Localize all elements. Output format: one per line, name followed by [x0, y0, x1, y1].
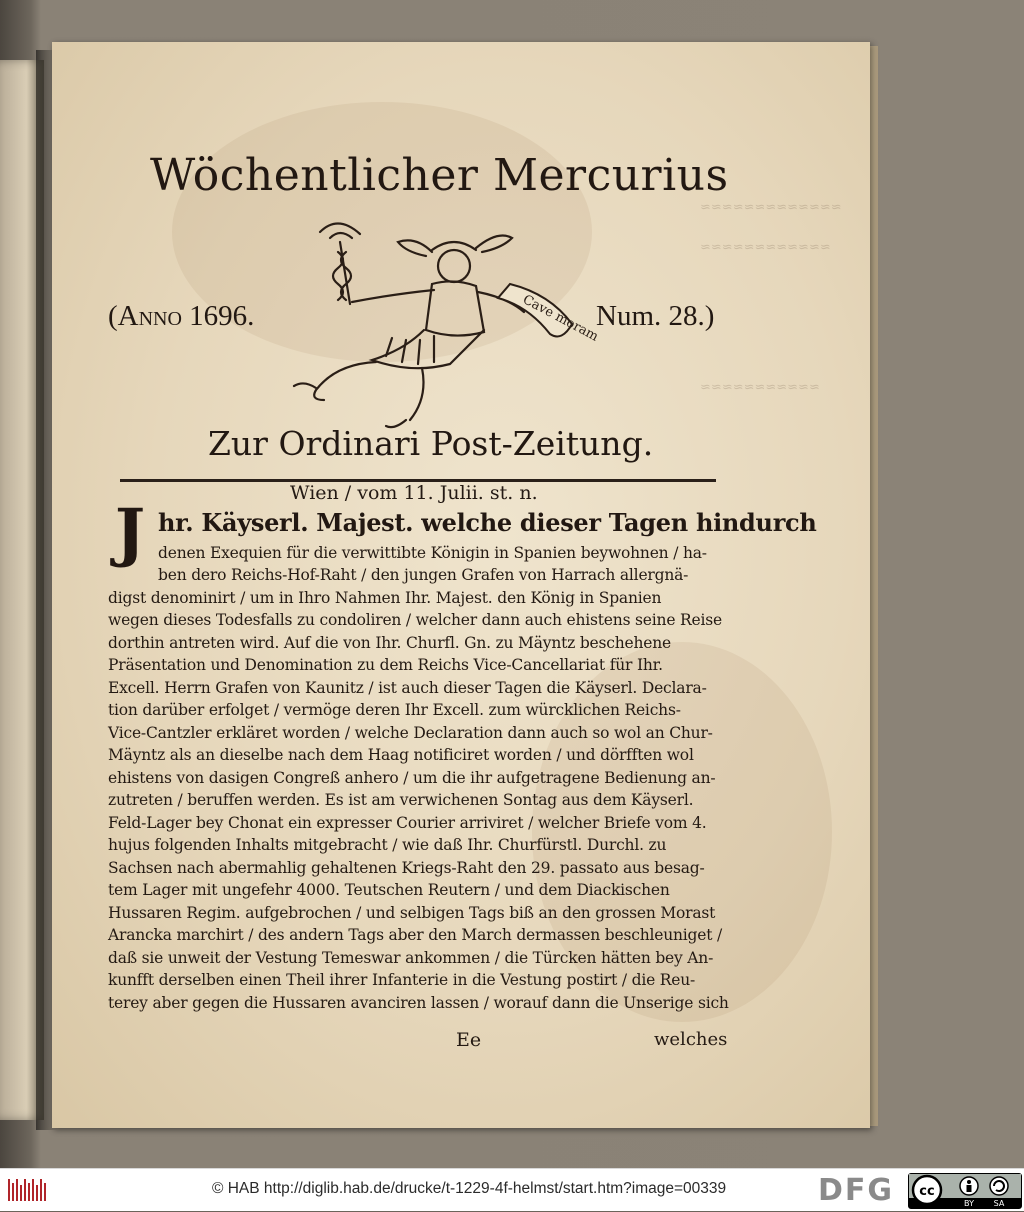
article-line: Mäyntz als an dieselbe nach dem Haag notificiret worden / und dörfften wol — [108, 746, 694, 764]
article-line: kunfft derselben einen Theil ihrer Infanterie in die Vestung postirt / die Reu- — [108, 971, 696, 989]
article-line: ehistens von dasigen Congreß anhero / um die ihr aufgetragene Bedienung an- — [108, 769, 716, 787]
article-line: Arancka marchirt / des andern Tags aber den March dermassen beschleuniget / — [108, 926, 723, 944]
article-line: denen Exequien für die verwittibte Königin in Spanien beywohnen / ha- — [158, 544, 707, 562]
bleed-through-texture: ≈≈≈≈≈≈≈≈≈≈≈ — [700, 380, 820, 395]
article-line: tem Lager mit ungefehr 4000. Teutschen Reutern / und dem Diackischen — [108, 881, 670, 899]
article-line: Feld-Lager bey Chonat ein expresser Courier arriviret / welcher Briefe vom 4. — [108, 814, 707, 832]
signature-mark: Ee — [456, 1029, 482, 1051]
article-line: terey aber gegen die Hussaren avanciren lassen / worauf dann die Unserige sich — [108, 994, 729, 1012]
article-line: Sachsen nach abermahlig gehaltenen Kriegs-Raht den 29. passato aus besag- — [108, 859, 705, 877]
article-line: digst denominirt / um in Ihro Nahmen Ihr. Majest. den König in Spanien — [108, 589, 662, 607]
banner-motto: Cave moram — [520, 292, 601, 345]
catchword: welches — [654, 1029, 728, 1050]
bleed-through-texture: ≈≈≈≈≈≈≈≈≈≈≈≈≈ — [700, 200, 842, 215]
masthead-subtitle: Zur Ordinari Post-Zeitung. — [208, 424, 654, 463]
bleed-through-texture: ≈≈≈≈≈≈≈≈≈≈≈≈ — [700, 240, 831, 255]
article-line: daß sie unweit der Vestung Temeswar ankommen / die Türcken hätten bey An- — [108, 949, 714, 967]
article-line: dorthin antreten wird. Auf die von Ihr. Churfl. Gn. zu Mäyntz beschehene — [108, 634, 672, 652]
article-line: tion darüber erfolget / vermöge deren Ihr Excell. zum würcklichen Reichs- — [108, 701, 681, 719]
article-lead-line: hr. Käyserl. Majest. welche dieser Tagen hindurch — [158, 508, 817, 537]
article-line: hujus folgenden Inhalts mitgebracht / wie daß Ihr. Churfürstl. Durchl. zu — [108, 836, 667, 854]
footer-bar — [0, 1168, 1024, 1211]
drop-cap-initial: J — [114, 495, 146, 570]
article-line: ben dero Reichs-Hof-Raht / den jungen Grafen von Harrach allergnä- — [158, 566, 689, 584]
svg-text:SA: SA — [993, 1199, 1005, 1208]
masthead-title: Wöchentlicher Mercurius — [150, 150, 729, 201]
image-credit-link[interactable]: © HAB http://diglib.hab.de/drucke/t-1229-4f-helmst/start.htm?image=00339 — [212, 1180, 727, 1197]
hab-logo-icon — [8, 1177, 48, 1203]
svg-text:cc: cc — [919, 1184, 935, 1199]
article-line: Vice-Cantzler erkläret worden / welche Declaration dann auch so wol an Chur- — [108, 724, 713, 742]
article-line: wegen dieses Todesfalls zu condoliren / welcher dann auch ehistens seine Reise — [108, 611, 722, 629]
cc-by-sa-icon — [909, 1174, 1021, 1208]
issue-year: (Anno 1696. — [108, 300, 255, 332]
svg-text:BY: BY — [964, 1199, 974, 1208]
article-line: Hussaren Regim. aufgebrochen / und selbigen Tags biß an den grossen Morast — [108, 904, 716, 922]
article-line: Excell. Herrn Grafen von Kaunitz / ist auch dieser Tagen die Käyserl. Declara- — [108, 679, 707, 697]
article-line: Präsentation und Denomination zu dem Reichs Vice-Cancellariat für Ihr. — [108, 656, 663, 674]
license-badge[interactable] — [908, 1173, 1022, 1209]
article-line: zutreten / beruffen werden. Es ist am verwichenen Sontag aus dem Käyserl. — [108, 791, 694, 809]
issue-number: Num. 28.) — [596, 300, 715, 332]
dfg-logo: DFG — [818, 1173, 895, 1208]
dateline: Wien / vom 11. Julii. st. n. — [290, 482, 538, 504]
